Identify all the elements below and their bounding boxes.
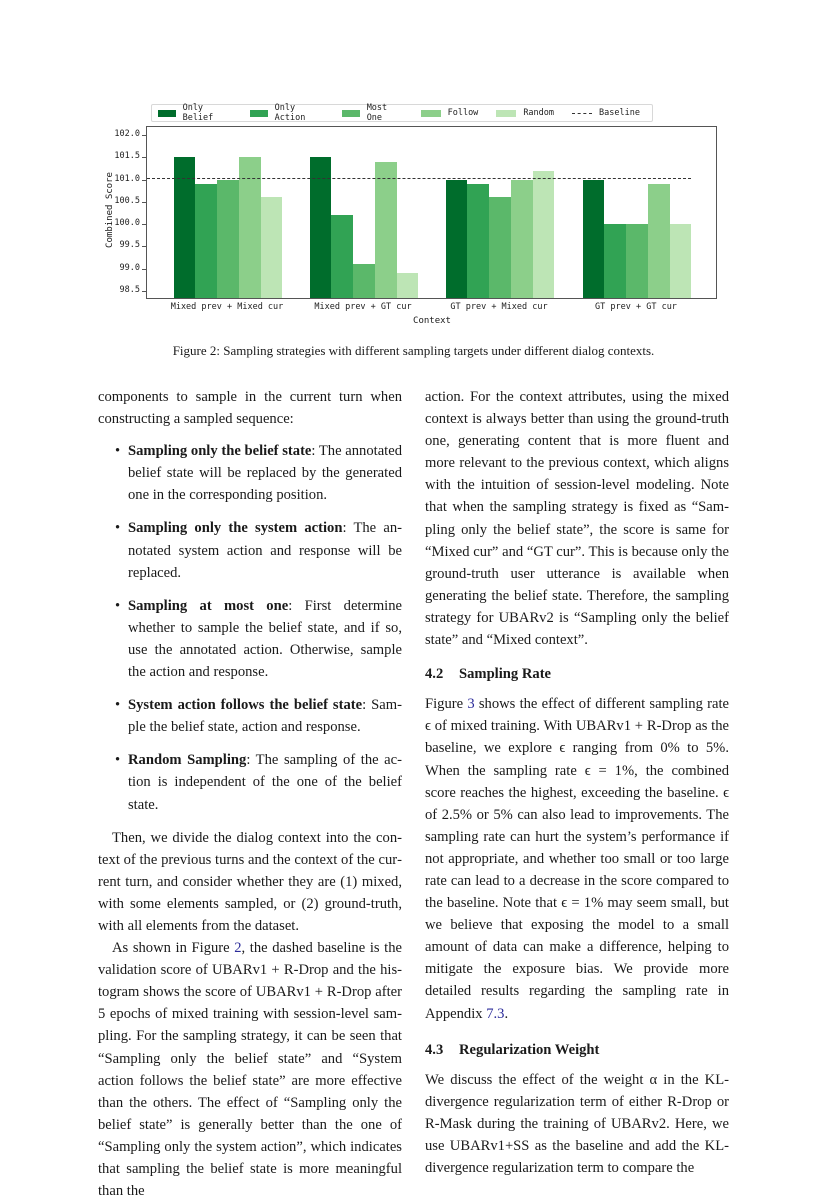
sampling-rate-paragraph: [425, 693, 729, 1024]
text-run: As shown in Figure: [112, 940, 235, 957]
baseline-line: [147, 178, 691, 179]
regularization-paragraph: We discuss the effect of the weight α in the KL-divergence regularization term of either R-Drop or R-Mask during the training of UBARv2. Here, we use UBARv1+SS as the baseline and add the KL-divergence regularization term to compare the: [425, 1071, 729, 1177]
list-item: [128, 595, 402, 683]
figure-2: [0, 0, 827, 370]
intro-paragraph: components to sample in the current turn when constructing a sampled sequence:: [98, 389, 402, 428]
text-run: .: [504, 1005, 509, 1022]
y-tick-label: 101.0: [114, 173, 140, 184]
list-item-text: : Sample the belief state, action and response.: [128, 697, 402, 736]
bar: [467, 184, 489, 298]
list-item: [128, 517, 402, 583]
legend-swatch: [496, 110, 516, 117]
list-item-title: System action follows the belief state: [128, 697, 363, 714]
bar: [489, 197, 511, 298]
section-heading-4-2: [425, 663, 729, 685]
legend-label: Random: [523, 108, 555, 118]
legend-swatch: [421, 110, 441, 117]
x-tick-label: GT prev + GT cur: [595, 302, 677, 312]
list-item-title: Sampling at most one: [128, 597, 289, 614]
section-heading-4-3: [425, 1039, 729, 1061]
legend-swatch: [158, 110, 176, 117]
section-number: 4.2: [425, 666, 444, 683]
legend-label: Baseline: [599, 108, 640, 118]
bar: [670, 224, 692, 298]
y-axis-label: Combined Score: [105, 172, 115, 248]
text-run: , the dashed baseline is the validation score of UBARv1 + R-Drop and the histogram shows the score of UBARv1 + R-Drop after 5 epochs of mixed training with session-level sampling. For the sampling strategy, it can be seen that “Sampling only the belief state” and “System action follows the belief state” are more effective than the others. The effect of “Sampling only the belief state” is generally better than the one of “Sampling only the system action”, which indicates that sampling the belief state is more meaningful than the: [98, 940, 403, 1200]
legend-dash: [572, 113, 592, 114]
bar: [604, 224, 626, 298]
figure-caption: Figure 2: Sampling strategies with different sampling targets under different dialog contexts.: [172, 343, 655, 358]
plot-area: [146, 126, 717, 299]
section-title: Sampling Rate: [459, 666, 552, 683]
y-tick-label: 102.0: [114, 128, 140, 139]
list-item: [128, 749, 402, 815]
y-tick-label: 99.0: [119, 262, 140, 273]
bar: [195, 184, 217, 298]
x-tick-label: GT prev + Mixed cur: [450, 302, 548, 312]
list-item-title: Sampling only the system action: [128, 520, 343, 537]
legend-item-baseline: [572, 108, 640, 118]
figure-3-link[interactable]: 3: [467, 696, 475, 713]
bar: [533, 171, 555, 298]
legend-item-most-one: [342, 103, 402, 123]
legend-swatch: [342, 110, 360, 117]
context-attributes-paragraph: action. For the context attributes, using the mixed context is always better than using the ground-truth one, generating content that is more fluent and more relevant to the previous context, which aligns with the intuition of session-level modeling. Note that when the sampling strategy is fixed as “Sampling only the belief state”, the score is same for “Mixed cur” and “GT cur”. This is because only the ground-truth user utterance is available when generating the belief state. Therefore, the sampling strategy for UBARv2 is “Sampling only the belief state” and “Mixed context”.: [425, 389, 729, 649]
bar: [583, 180, 605, 298]
legend-label: Most One: [366, 103, 388, 123]
y-tick-label: 101.5: [114, 151, 140, 162]
bar: [446, 180, 468, 298]
list-item-text: : The annotated system action and response will be replaced.: [128, 520, 402, 581]
appendix-7-3-link[interactable]: 7.3: [486, 1005, 505, 1022]
bar: [648, 184, 670, 298]
legend-label: Follow: [447, 108, 479, 118]
bar: [353, 264, 375, 298]
figure-2-link[interactable]: 2: [234, 940, 242, 957]
list-item-title: Sampling only the belief state: [128, 443, 312, 460]
list-item-title: Random Sampling: [128, 752, 247, 769]
list-item-text: : The annotated belief state will be replaced by the generated one in the corresponding position.: [128, 443, 402, 504]
legend-item-only-action: [250, 103, 324, 123]
x-axis-label: Context: [413, 316, 451, 326]
section-title: Regularization Weight: [459, 1041, 600, 1058]
x-tick-label: Mixed prev + Mixed cur: [170, 302, 284, 312]
chart-legend: [151, 104, 653, 122]
text-run: shows the effect of different sampling rate ϵ of mixed training. With UBARv1 + R-Drop as the baseline, we explore ϵ ranging from 0% to 5%. When the sampling rate ϵ = 1%, the combined score reaches the highest, exceeding the baseline. ϵ of 2.5% or 5% can also lead to improvements. The sampling rate can hurt the system’s performance if not appropriate, and whether too small or too large rate can lead to a decrease in the score compared to the baseline. Note that ϵ = 1% may seem small, but we believe that exposing the model to a small amount of data can make a difference, helping to mitigate the exposure bias. We provide more detailed results regarding the sampling rate in Appendix: [425, 696, 729, 1022]
bar: [217, 180, 239, 298]
bar: [626, 224, 648, 298]
figure-discussion-paragraph: [98, 937, 402, 1202]
list-item-text: : First determine whether to sample the belief state, and if so, use the annotated action. Otherwise, sample the action and response.: [128, 597, 402, 681]
list-item: [128, 694, 402, 738]
bar: [511, 180, 533, 298]
bar: [397, 273, 419, 298]
bar: [375, 162, 397, 298]
y-tick-label: 100.5: [114, 195, 140, 206]
context-paragraph: Then, we divide the dialog context into the context of the previous turns and the context of the current turn, and consider whether they are (1) mixed, with some elements sampled, or (2) ground-truth, with all elements from the dataset.: [98, 829, 402, 934]
list-item-text: : The sampling of the action is independent of the one of the belief state.: [128, 752, 402, 813]
sampling-strategy-list: [98, 440, 402, 815]
bar: [331, 215, 353, 298]
right-column: [425, 386, 729, 1179]
legend-label: Only Action: [274, 103, 306, 123]
legend-item-random: [496, 108, 554, 118]
legend-label: Only Belief: [182, 103, 214, 123]
legend-item-only-belief: [158, 103, 232, 123]
legend-swatch: [250, 110, 268, 117]
list-item: [128, 440, 402, 506]
legend-item-follow: [421, 108, 479, 118]
text-run: Figure: [425, 696, 468, 713]
y-tick-label: 99.5: [119, 240, 140, 251]
left-column: [98, 386, 402, 1202]
x-tick-label: Mixed prev + GT cur: [314, 302, 412, 312]
y-tick-label: 100.0: [114, 218, 140, 229]
y-tick-label: 98.5: [119, 284, 140, 295]
section-number: 4.3: [425, 1041, 444, 1058]
bar: [261, 197, 283, 298]
